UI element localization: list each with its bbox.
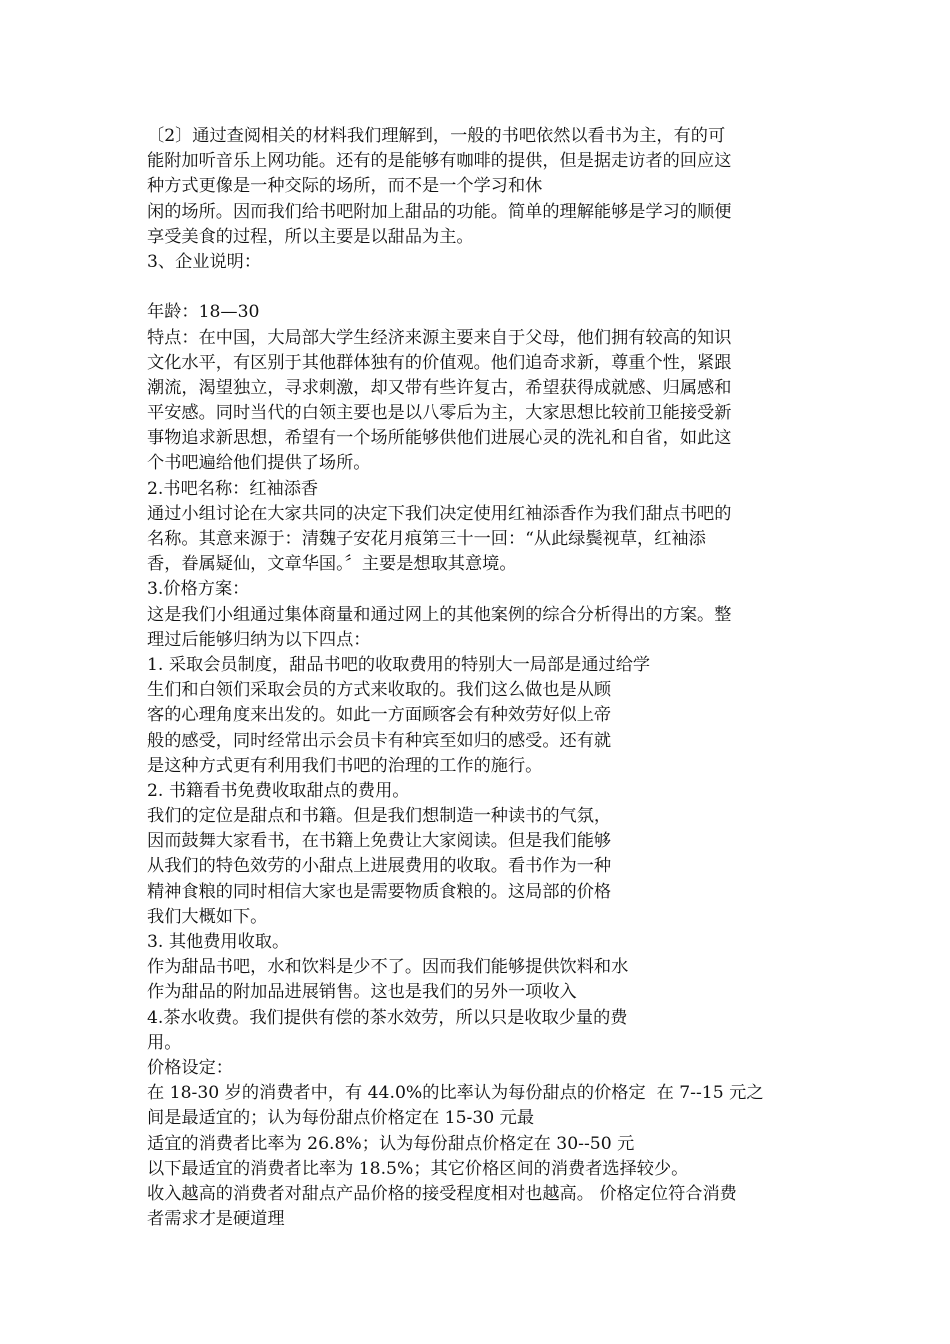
paragraph-line: 事物追求新思想，希望有一个场所能够供他们进展心灵的洗礼和自省，如此这: [147, 428, 732, 449]
paragraph-line: 收入越高的消费者对甜点产品价格的接受程度相对也越高。 价格定位符合消费: [147, 1183, 737, 1204]
paragraph-line: 是这种方式更有利用我们书吧的治理的工作的施行。: [147, 755, 543, 776]
paragraph-line: 文化水平，有区别于其他群体独有的价值观。他们追奇求新，尊重个性，紧跟: [147, 352, 732, 373]
section-heading: 3、企业说明：: [147, 251, 262, 272]
list-item-line: 2. 书籍看书免费收取甜点的费用。: [147, 780, 410, 801]
paragraph-line: 客的心理角度来出发的。如此一方面顾客会有种效劳好似上帝: [147, 705, 612, 726]
list-item-line: 4.茶水收费。我们提供有偿的茶水效劳，所以只是收取少量的费: [147, 1007, 628, 1028]
paragraph-line: 这是我们小组通过集体商量和通过网上的其他案例的综合分析得出的方案。整: [147, 604, 732, 625]
paragraph-line: 〔2〕通过查阅相关的材料我们理解到，一般的书吧依然以看书为主，有的可: [147, 126, 726, 146]
list-item-line: 3. 其他费用收取。: [147, 932, 290, 952]
paragraph-line: 从我们的特色效劳的小甜点上进展费用的收取。看书作为一种: [147, 856, 612, 877]
paragraph-line: 闲的场所。因而我们给书吧附加上甜品的功能。简单的理解能够是学习的顺便: [147, 201, 732, 222]
section-heading: 3.价格方案：: [147, 579, 250, 600]
paragraph-line: 适宜的消费者比率为 26.8%；认为每份甜点价格定在 30--50 元: [147, 1133, 635, 1154]
section-heading: 价格设定：: [147, 1057, 233, 1078]
paragraph-line: 潮流，渴望独立，寻求刺激，却又带有些许复古，希望获得成就感、归属感和: [147, 377, 732, 398]
paragraph-line: 我们的定位是甜点和书籍。但是我们想制造一种读书的气氛，: [147, 806, 612, 827]
paragraph-line: 我们大概如下。: [147, 906, 268, 927]
paragraph-line: 精神食粮的同时相信大家也是需要物质食粮的。这局部的价格: [147, 881, 612, 902]
paragraph-line: 名称。其意来源于：清魏子安花月痕第三十一回：“从此绿鬓视草，红袖添: [147, 529, 706, 549]
document-body: [147, 124, 812, 1232]
paragraph-line: 以下最适宜的消费者比率为 18.5%；其它价格区间的消费者选择较少。: [147, 1158, 689, 1179]
section-heading: 2.书吧名称：红袖添香: [147, 478, 319, 499]
blank-line: [147, 275, 812, 300]
paragraph-line: 能附加听音乐上网功能。还有的是能够有咖啡的提供，但是据走访者的回应这: [147, 151, 732, 172]
paragraph-line: 理过后能够归纳为以下四点：: [147, 629, 371, 650]
paragraph-line: 平安感。同时当代的白领主要也是以八零后为主，大家思想比较前卫能接受新: [147, 403, 732, 424]
paragraph-line: 间是最适宜的；认为每份甜点价格定在 15-30 元最: [147, 1108, 535, 1129]
paragraph-line: 享受美食的过程，所以主要是以甜品为主。: [147, 226, 474, 247]
paragraph-line: 作为甜品的附加品进展销售。这也是我们的另外一项收入: [147, 982, 577, 1003]
paragraph-line: 通过小组讨论在大家共同的决定下我们决定使用红袖添香作为我们甜点书吧的: [147, 503, 732, 524]
paragraph-line: 般的感受，同时经常出示会员卡有种宾至如归的感受。还有就: [147, 730, 612, 751]
list-item-line: 1. 采取会员制度，甜品书吧的收取费用的特别大一局部是通过给学: [147, 654, 651, 675]
paragraph-line: 个书吧遍给他们提供了场所。: [147, 453, 371, 474]
paragraph-line: 者需求才是硬道理: [147, 1209, 285, 1230]
paragraph-line: 种方式更像是一种交际的场所，而不是一个学习和休: [147, 176, 543, 197]
paragraph-line: 特点：在中国，大局部大学生经济来源主要来自于父母，他们拥有较高的知识: [147, 327, 732, 348]
paragraph-line: 香，眷属疑仙，文章华国。〞主要是想取其意境。: [147, 554, 517, 575]
paragraph-line: 生们和白领们采取会员的方式来收取的。我们这么做也是从顾: [147, 680, 612, 701]
paragraph-line: 年龄：18—30: [147, 302, 260, 323]
paragraph-line: 用。: [147, 1032, 182, 1053]
paragraph-line: 作为甜品书吧，水和饮料是少不了。因而我们能够提供饮料和水: [147, 957, 629, 978]
paragraph-line: 因而鼓舞大家看书，在书籍上免费让大家阅读。但是我们能够: [147, 831, 612, 852]
paragraph-line: 在 18-30 岁的消费者中，有 44.0%的比率认为每份甜点的价格定 在 7--15 元之: [147, 1083, 764, 1104]
